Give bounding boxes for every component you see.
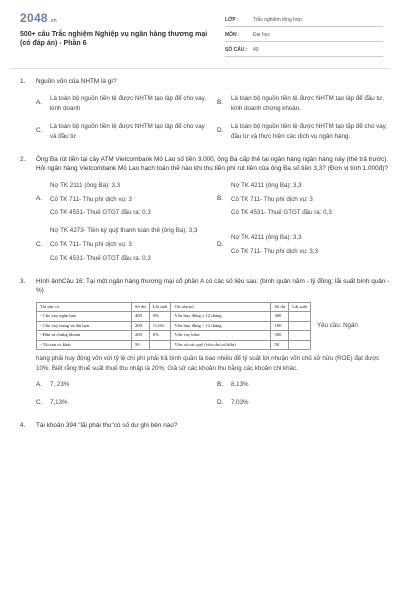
option-b[interactable] — [217, 94, 390, 114]
question-image — [36, 302, 390, 350]
table-cell: Vốn vay khác — [171, 331, 271, 340]
meta-value: 40 — [253, 47, 259, 53]
table-header-cell: Lãi suất — [289, 303, 311, 312]
option-d[interactable] — [217, 226, 390, 264]
option-line: Nợ TK 4211 (ông Ba): 3,3 — [231, 234, 302, 242]
option-letter: A. — [36, 380, 43, 388]
question-list — [20, 78, 390, 445]
option-text: Là toàn bộ nguồn tiền tệ được NHTM tạo lập để cho vay và đầu tư — [50, 122, 205, 140]
meta-key: SỐ CÂU : — [225, 47, 248, 53]
table-row — [37, 331, 311, 340]
table-row — [37, 321, 311, 330]
option-letter: C. — [36, 240, 43, 248]
option-b[interactable] — [217, 181, 390, 219]
table-cell — [289, 340, 311, 349]
option-d[interactable] — [217, 122, 390, 142]
option-line: Có TK 711- Thu phí dịch vụ: 3 — [50, 195, 132, 203]
option-text: 7,13% — [50, 399, 68, 407]
option-letter: D. — [217, 240, 224, 248]
option-line: Có TK 711- Thu phí dịch vụ: 3,3 — [231, 248, 319, 256]
page-header — [0, 0, 400, 68]
option-line: Nợ TK 4211 (ông Ba): 3,3 — [231, 181, 302, 189]
meta-value: Đại học — [253, 32, 270, 38]
option-c[interactable] — [36, 398, 209, 408]
table-cell: - Cho vay trung và dài hạn — [37, 321, 132, 330]
question-number: 1. — [20, 78, 26, 85]
meta-info — [225, 14, 383, 59]
header-divider — [10, 68, 390, 69]
option-a[interactable] — [36, 181, 209, 219]
site-logo[interactable] — [20, 10, 57, 27]
option-text: 8,13% — [231, 381, 249, 389]
table-cell — [289, 312, 311, 321]
option-letter: C. — [36, 398, 43, 406]
option-text: 7, 23% — [50, 381, 70, 389]
option-line: Nợ TK 2111 (ông Ba): 3,3 — [50, 181, 121, 189]
table-header-cell: Lãi suất — [149, 303, 171, 312]
option-text: Là toàn bộ nguồn tiền tệ được NHTM tạo lập để cho vay, đầu tư và thực hiện các dịch vụ ngân hàng. — [231, 122, 387, 140]
meta-key: MÔN : — [225, 32, 240, 38]
options — [20, 94, 390, 142]
option-text: Là toàn bộ nguồn tiền tệ được NHTM tạo lập để cho vay, kinh doanh — [50, 94, 206, 112]
option-letter: C. — [36, 127, 43, 135]
logo-text: 2048 — [20, 11, 48, 25]
meta-key: LỚP : — [225, 17, 239, 23]
table-header-cell: Tài sản có — [37, 303, 132, 312]
table-cell — [289, 331, 311, 340]
options — [20, 380, 390, 408]
question-4 — [20, 422, 390, 431]
option-letter: D. — [217, 127, 224, 135]
question-continuation: hàng phải huy động vốn với tỷ lệ chi phí phải trả bình quân là bao nhiêu để tỷ suất lợi nhuận vốn chủ sở hữu (ROE) đạt được 10%. Biết rằng thuế suất thuế thu nhập là 20%; Giả sử các khoản thu bằng các khoản chi khác. — [36, 355, 380, 372]
logo-suffix: .vn — [48, 18, 58, 24]
question-text: Hình ảnhCâu 16: Tại một ngân hàng thương mại cổ phần A có các số liệu sau: (bình quân năm - tỷ đồng; lãi suất bình quân - %) — [36, 278, 390, 295]
table-cell: 50 — [271, 340, 289, 349]
table-cell: 400 — [132, 312, 150, 321]
table-cell: 100 — [271, 321, 289, 330]
table-header-cell: Số dư — [132, 303, 150, 312]
table-row — [37, 312, 311, 321]
option-line: Nợ TK 4273- Tiền ký quỹ thanh toán thẻ (ông Ba): 3,3 — [50, 227, 198, 235]
table-cell: 6% — [149, 331, 171, 340]
meta-row-class — [225, 14, 383, 27]
option-letter: B. — [217, 380, 224, 388]
option-d[interactable] — [217, 398, 390, 408]
table-cell: 400 — [271, 312, 289, 321]
option-letter: A. — [36, 194, 43, 202]
table-header-cell: Số dư — [271, 303, 289, 312]
table-cell: - Đầu tư chứng khoán — [37, 331, 132, 340]
question-text: Nguồn vốn của NHTM là gì? — [36, 78, 117, 85]
table-cell: 50 — [132, 340, 150, 349]
table-cell: 200 — [132, 321, 150, 330]
question-text: Tài khoản 394 "lãi phải thu"có số dư ghi bên nào? — [36, 422, 178, 430]
option-text: Là toàn bộ nguồn tiền tệ được NHTM tạo lập để đầu tư, kinh doanh chứng khoán. — [231, 94, 385, 112]
table-row — [37, 340, 311, 349]
question-number: 4. — [20, 422, 26, 430]
question-2 — [20, 156, 390, 264]
option-line: Có TK 4531- Thuế GTGT đầu ra: 0,3 — [50, 255, 151, 263]
option-c[interactable] — [36, 122, 209, 142]
table-cell: 200 — [132, 331, 150, 340]
option-c[interactable] — [36, 226, 209, 264]
option-a[interactable] — [36, 380, 209, 390]
option-letter: D. — [217, 398, 224, 406]
table-cell: 500 — [271, 331, 289, 340]
meta-row-count — [225, 44, 383, 57]
option-letter: B. — [217, 99, 224, 107]
option-letter: A. — [36, 99, 43, 107]
table-cell: Vốn và các quỹ (vốn chủ sở hữu) — [171, 340, 271, 349]
options — [20, 181, 390, 265]
table-cell — [149, 340, 171, 349]
meta-value: Trắc nghiệm tổng hợp — [253, 17, 302, 23]
option-line: Có TK 4531- Thuế GTGT đầu ra: 0,3 — [231, 209, 332, 217]
table-cell: 11,6% — [149, 321, 171, 330]
table-cell: Vốn huy động > 12 tháng — [171, 321, 271, 330]
option-a[interactable] — [36, 94, 209, 114]
option-text: 7,03% — [231, 399, 249, 407]
option-b[interactable] — [217, 380, 390, 390]
question-1 — [20, 78, 390, 142]
table-cell: - Tài sản có khác — [37, 340, 132, 349]
table-side-text: Yêu cầu: Ngân — [316, 321, 358, 329]
option-line: Có TK 4531- Thuế GTGT đầu ra: 0,3 — [50, 209, 151, 217]
question-number: 3. — [20, 278, 26, 286]
table-header-cell: Tài sản nợ — [171, 303, 271, 312]
question-3 — [20, 278, 390, 408]
question-number: 2. — [20, 155, 26, 163]
table-cell: Vốn huy động ≤ 12 tháng — [171, 312, 271, 321]
table-cell: - Cho vay ngắn hạn — [37, 312, 132, 321]
question-text: Ông Ba rút tiền tại cây ATM Vietcombank Mỏ Lao số tiền 3.000, ông Ba cấp thẻ tại ngân hàng ngân hàng này (thẻ trả trước). Hỏi ngân hàng Vietcombank Mỏ Lao hạch toán thế nào khi thu tiền phí rút tiền của ông Ba số tiền 3,3? (Đơn vị tính 1.000đ)? — [36, 155, 389, 172]
table-cell — [289, 321, 311, 330]
option-line: Có TK 711- Thu phí dịch vụ: 3 — [231, 195, 313, 203]
option-letter: B. — [217, 194, 224, 202]
meta-row-subject — [225, 29, 383, 42]
option-line: Có TK 711- Thu phí dịch vụ: 3 — [50, 241, 132, 249]
table-cell: 9% — [149, 312, 171, 321]
balance-table — [36, 302, 311, 350]
document-title: 500+ câu Trắc nghiệm Nghiệp vụ ngân hàng thương mại (có đáp án) - Phần 6 — [20, 31, 208, 48]
table-header-row — [37, 303, 311, 312]
